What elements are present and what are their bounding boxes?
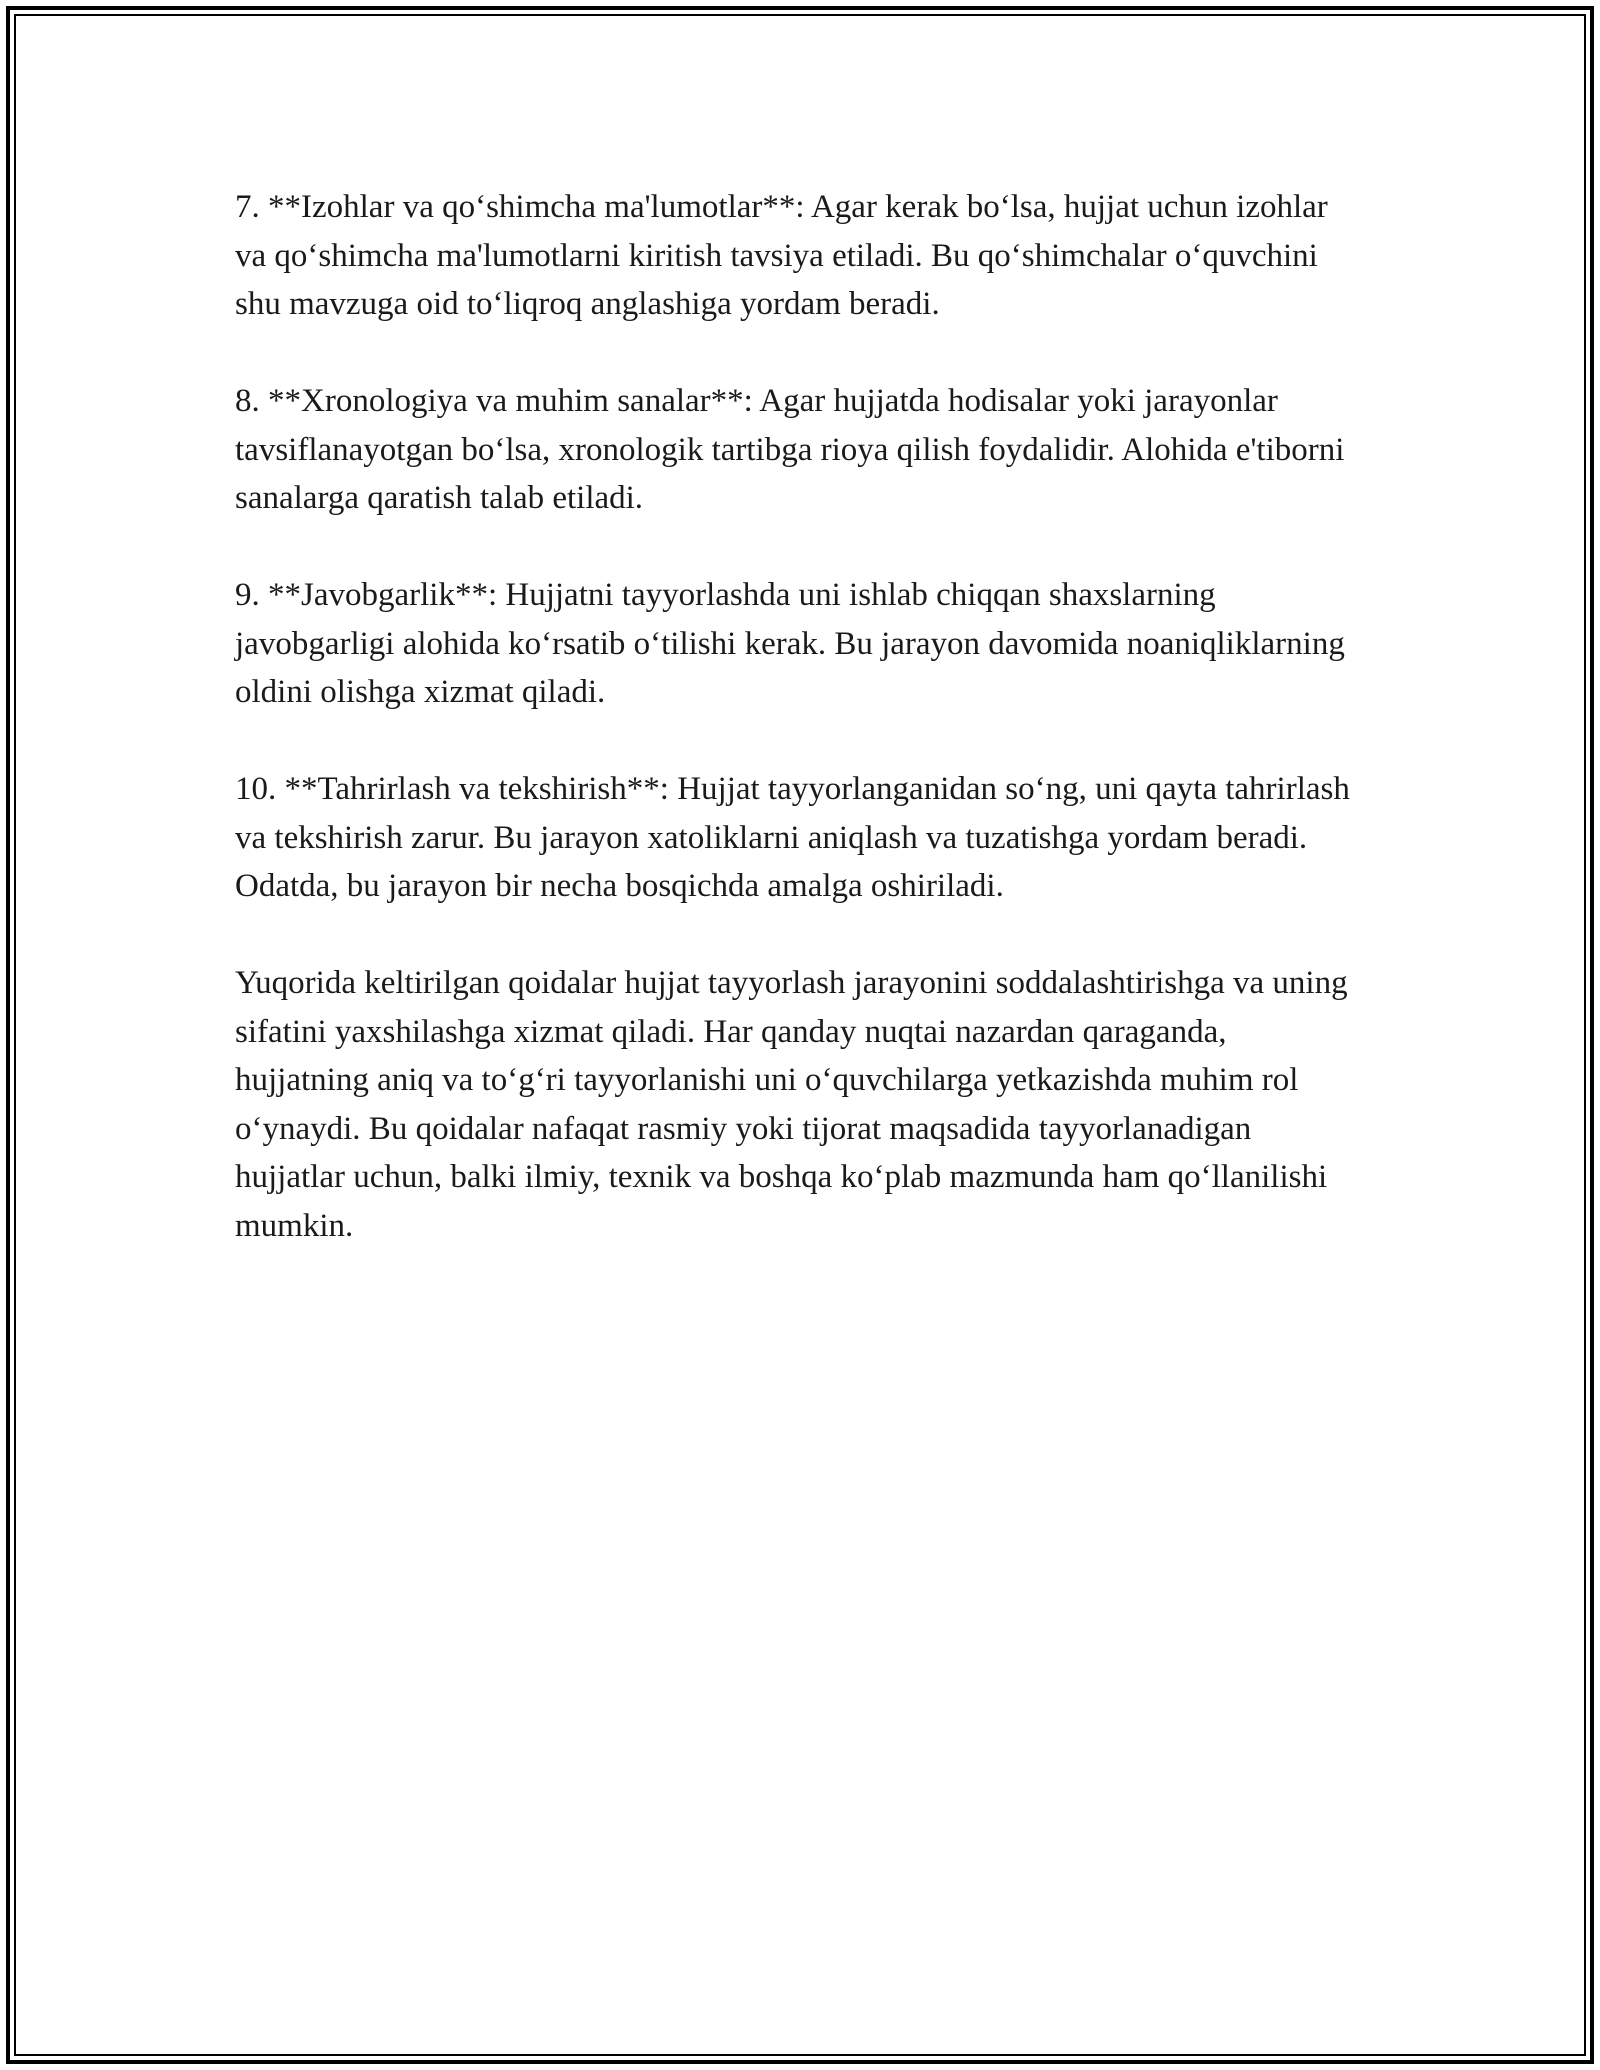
document-body [235,183,1365,1250]
paragraph-item-9: 9. **Javobgarlik**: Hujjatni tayyorlashda uni ishlab chiqqan shaxslarning javobgarligi alohida ko‘rsatib o‘tilishi kerak. Bu jarayon davomida noaniqliklarning oldini olishga xizmat qiladi. [235,577,1345,710]
paragraph-item-10: 10. **Tahrirlash va tekshirish**: Hujjat tayyorlanganidan so‘ng, uni qayta tahrirlash va tekshirish zarur. Bu jarayon xatoliklarni aniqlash va tuzatishga yordam beradi. Odatda, bu jarayon bir necha bosqichda amalga oshiriladi. [235,771,1350,904]
paragraph-item-7: 7. **Izohlar va qo‘shimcha ma'lumotlar**: Agar kerak bo‘lsa, hujjat uchun izohlar va qo‘shimcha ma'lumotlarni kiritish tavsiya etiladi. Bu qo‘shimchalar o‘quvchini shu mavzuga oid to‘liqroq anglashiga yordam beradi. [235,189,1328,322]
paragraph-conclusion: Yuqorida keltirilgan qoidalar hujjat tayyorlash jarayonini soddalashtirishga va uning sifatini yaxshilashga xizmat qiladi. Har qanday nuqtai nazardan qaraganda, hujjatning aniq va to‘g‘ri tayyorlanishi uni o‘quvchilarga yetkazishda muhim rol o‘ynaydi. Bu qoidalar nafaqat rasmiy yoki tijorat maqsadida tayyorlanadigan hujjatlar uchun, balki ilmiy, texnik va boshqa ko‘plab mazmunda ham qo‘llanilishi mumkin. [235,965,1348,1244]
paragraph-item-8: 8. **Xronologiya va muhim sanalar**: Agar hujjatda hodisalar yoki jarayonlar tavsiflanayotgan bo‘lsa, xronologik tartibga rioya qilish foydalidir. Alohida e'tiborni sanalarga qaratish talab etiladi. [235,383,1345,516]
